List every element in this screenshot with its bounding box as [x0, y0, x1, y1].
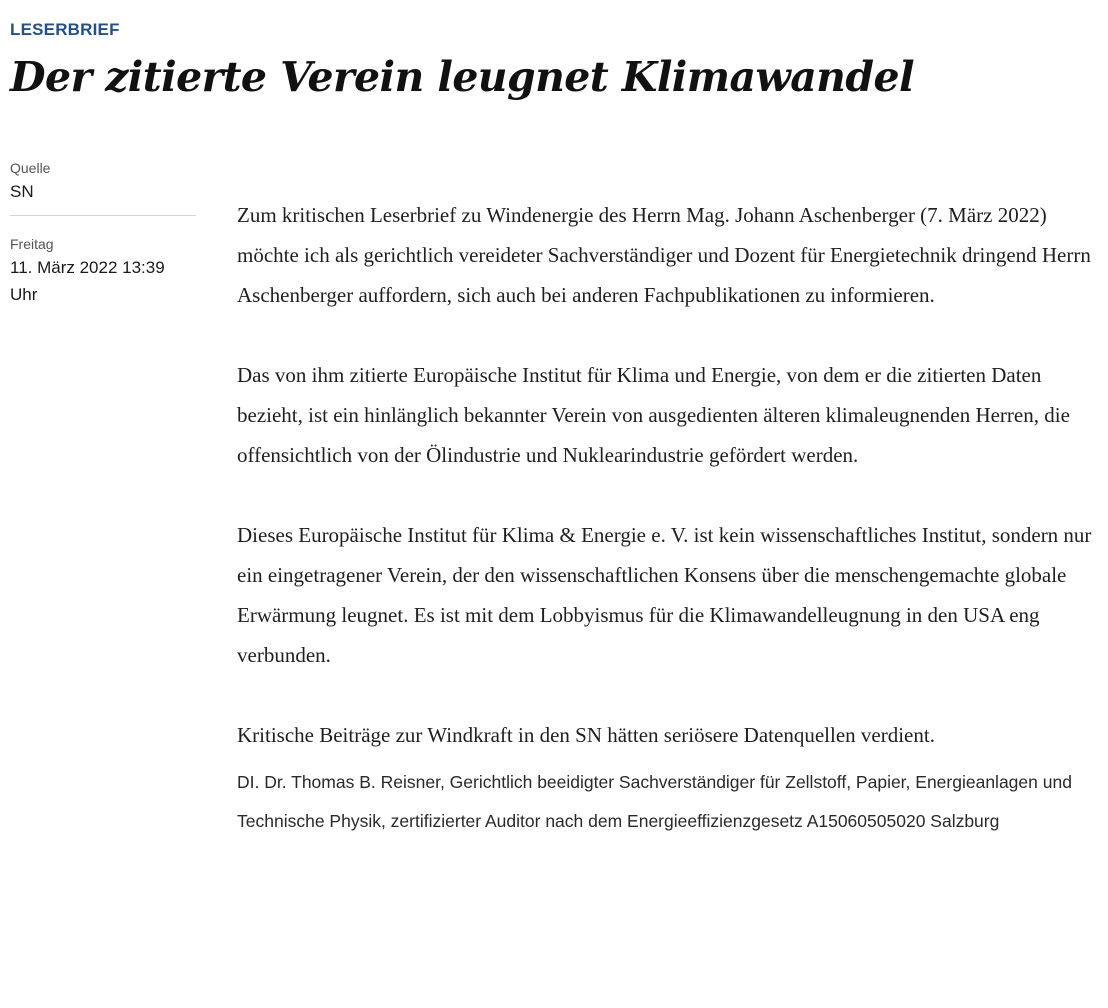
article-body: [237, 195, 1097, 881]
source-block: [10, 158, 196, 205]
author-signature: DI. Dr. Thomas B. Reisner, Gerichtlich beeidigter Sachverständiger für Zellstoff, Papier, Energieanlagen und Technische Physik, zertifizierter Auditor nach dem Energieeffizienzgesetz A15060505020 Salzburg: [237, 772, 1072, 831]
article-paragraph: Zum kritischen Leserbrief zu Windenergie des Herrn Mag. Johann Aschenberger (7. März 2022) möchte ich als gerichtlich vereideter Sachverständiger und Dozent für Energietechnik dringend Herrn Aschenberger auffordern, sich auch bei anderen Fachpublikationen zu informieren.: [237, 203, 1091, 307]
article-headline: Der zitierte Verein leugnet Klimawandel: [10, 53, 914, 101]
article-meta: [10, 158, 196, 308]
source-value: SN: [10, 182, 34, 201]
article-kicker: LESERBRIEF: [10, 20, 120, 39]
article-paragraph: Kritische Beiträge zur Windkraft in den SN hätten seriösere Datenquellen verdient.: [237, 723, 935, 747]
article-paragraph: Das von ihm zitierte Europäische Institut für Klima und Energie, von dem er die zitierten Daten bezieht, ist ein hinlänglich bekannter Verein von ausgedienten älteren klimaleugnenden Herren, die offensichtlich von der Ölindustrie und Nuklearindustrie gefördert werden.: [237, 363, 1070, 467]
meta-divider: [10, 215, 196, 216]
day-label: Freitag: [10, 236, 54, 252]
article-paragraph: Dieses Europäische Institut für Klima & Energie e. V. ist kein wissenschaftliches Institut, sondern nur ein eingetragener Verein, der den wissenschaftlichen Konsens über die menschengemachte globale Erwärmung leugnet. Es ist mit dem Lobbyismus für die Klimawandelleugnung in den USA eng verbunden.: [237, 523, 1092, 667]
date-value: 11. März 2022 13:39 Uhr: [10, 258, 165, 304]
date-block: [10, 234, 196, 308]
source-label: Quelle: [10, 160, 51, 176]
